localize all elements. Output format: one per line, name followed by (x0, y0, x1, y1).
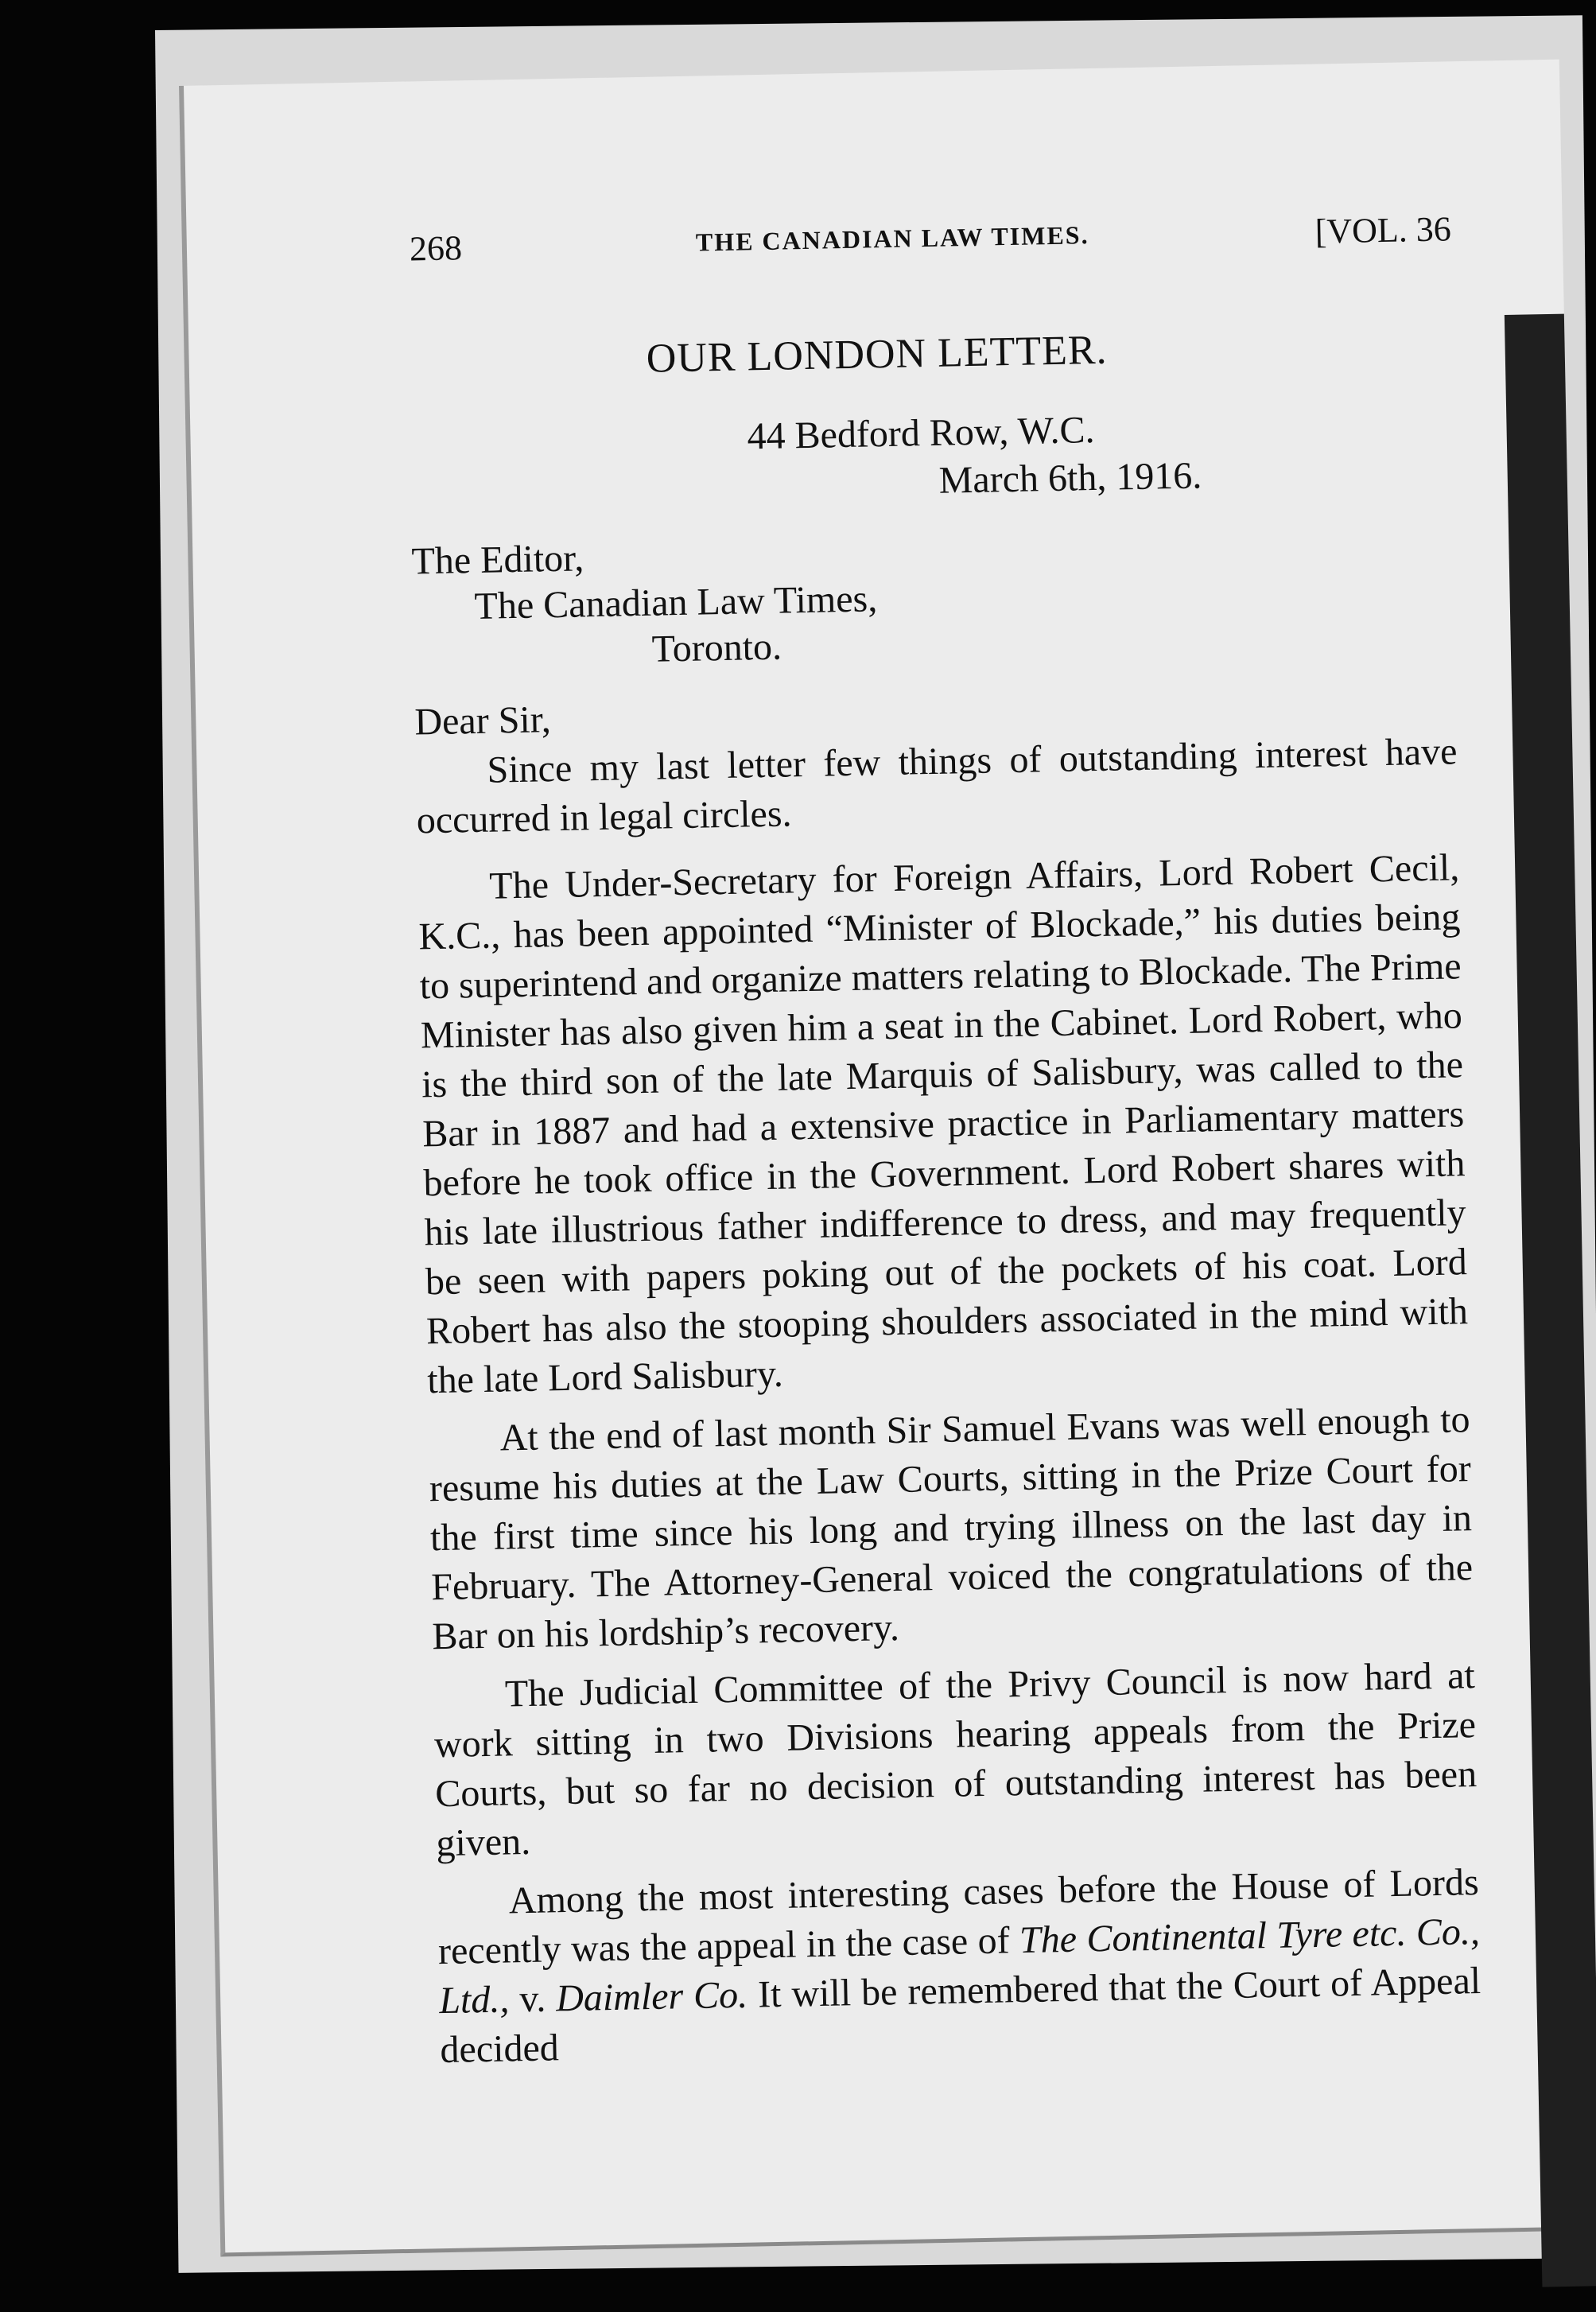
letter-body (414, 678, 1482, 2085)
recipient-line-3: Toronto. (651, 625, 782, 670)
recipient-block (411, 530, 879, 677)
letter-date: March 6th, 1916. (938, 454, 1202, 502)
paragraph-5 (437, 1858, 1482, 2075)
salutation: Dear Sir, (414, 698, 552, 744)
page-number: 268 (409, 228, 463, 269)
document-page (179, 60, 1596, 2257)
paragraph-3: At the end of last month Sir Samuel Evans was well enough to resume his duties at the Law Courts, sitting in the Prize Court for the first time since his long and trying illness on the last day in February. The Attorney-General voiced the congratulations of the Bar on his lordship’s recovery. (429, 1398, 1474, 1658)
paragraph-4: The Judicial Committee of the Privy Council is now hard at work sitting in two Divisions hearing appeals from the Prize Courts, but so far no decision of outstanding interest has been given. (433, 1654, 1478, 1865)
running-header (409, 208, 1451, 276)
paragraph-2: The Under-Secretary for Foreign Affairs, Lord Robert Cecil, K.C., has been appointed “Minister of Blockade,” his duties being to superintend and organize matters relating to Blockade. The Prime Minister has also given him a seat in the Cabinet. Lord Robert, who is the third son of the late Marquis of Salisbury, was called to the Bar in 1887 and had a extensive practice in Parliamentary matters before he took office in the Government. Lord Robert shares with his late illustrious father indifference to dress, and may frequently be seen with papers poking out of the pockets of his coat. Lord Robert has also the stooping shoulders associated in the mind with the late Lord Salisbury. (418, 846, 1469, 1402)
case-party: Daimler Co. (555, 1973, 748, 2020)
volume-number: [VOL. 36 (1314, 209, 1452, 251)
recipient-line-1: The Editor, (411, 537, 584, 583)
paragraph-5-start: Among the most interesting cases before the House of Lords recently was the appeal in the case of (437, 1861, 1480, 1973)
address-line: 44 Bedford Row, W.C. (747, 408, 1095, 458)
paragraph-5-end: It will be remembered that the Court of Appeal decided (439, 1960, 1481, 2072)
case-name: The Continental Tyre etc. Co., Ltd., (438, 1910, 1481, 2023)
article-title: OUR LONDON LETTER. (646, 327, 1109, 382)
versus: v. (508, 1977, 557, 2021)
running-title: THE CANADIAN LAW TIMES. (695, 220, 1089, 257)
recipient-line-2: The Canadian Law Times, (474, 577, 878, 628)
paragraph-1: Since my last letter few things of outstanding interest have occurred in legal circles. (416, 730, 1458, 842)
letter-address (747, 404, 1202, 508)
